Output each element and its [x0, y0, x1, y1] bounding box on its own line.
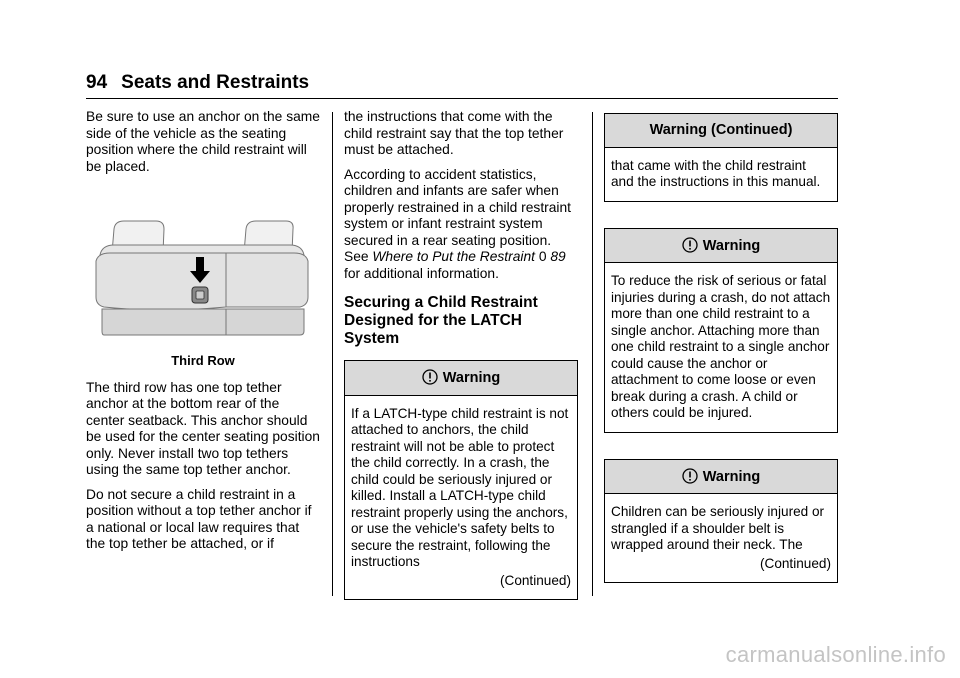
figure-caption: Third Row	[171, 353, 235, 368]
column-divider	[592, 112, 593, 596]
column-1	[86, 109, 320, 561]
site-watermark: carmanualsonline.info	[725, 642, 946, 667]
warning-text: Children can be seriously injured or strangled if a shoulder belt is wrapped around their neck. The	[611, 504, 825, 552]
warning-body	[605, 494, 837, 582]
warning-box	[344, 360, 578, 600]
third-row-seat-illustration	[90, 217, 314, 337]
warning-title: Warning (Continued)	[605, 114, 837, 148]
header-rule	[86, 98, 838, 99]
warning-icon	[422, 369, 438, 385]
warning-title-text: Warning	[702, 237, 761, 254]
warning-body	[345, 396, 577, 600]
warning-title	[345, 361, 577, 396]
warning-box-continued	[604, 113, 838, 202]
paragraph: The third row has one top tether anchor at the bottom rear of the center seatback. This anchor should be used for the center seating position only. Never install two top tethers using the same top tether anchor.	[86, 379, 320, 477]
continued-label: (Continued)	[499, 572, 571, 588]
warning-icon	[682, 237, 698, 253]
column-3	[604, 113, 838, 583]
paragraph: the instructions that come with the child restraint say that the top tether must be attached.	[344, 109, 564, 157]
warning-body: that came with the child restraint and the instructions in this manual.	[611, 157, 821, 189]
page-number: 94	[86, 72, 108, 93]
cross-reference-symbol: 0	[538, 249, 547, 264]
column-divider	[332, 112, 333, 596]
paragraph: Be sure to use an anchor on the same side of the vehicle as the seating position where the child restraint will be placed.	[86, 109, 320, 174]
warning-text: If a LATCH-type child restraint is not attached to anchors, the child restraint will not be able to protect the child correctly. In a crash, the child could be seriously injured or killed. Install a LATCH-type child restraint properly using the anchors, or use the vehicle's safety belts to secure the restraint, following the instructions	[351, 405, 569, 569]
warning-title-text: Warning	[702, 468, 761, 485]
paragraph	[344, 167, 578, 283]
cross-reference-link[interactable]: Where to Put the Restraint	[372, 249, 535, 264]
warning-title	[605, 460, 837, 495]
warning-icon	[682, 468, 698, 484]
column-2	[344, 109, 578, 600]
warning-box	[604, 228, 838, 433]
page-header	[86, 72, 309, 94]
warning-body: To reduce the risk of serious or fatal injuries during a crash, do not attach more than one child restraint to a single anchor. Attaching more than one child restraint to a single anchor could cause the anchor or attachment to come loose or even break during a crash. A child or others could be injured.	[611, 273, 831, 420]
cross-reference-page[interactable]: 89	[550, 249, 566, 264]
section-title: Seats and Restraints	[121, 72, 310, 93]
paragraph: Do not secure a child restraint in a position without a top tether anchor if a national or local law requires that the top tether be attached, or if	[86, 486, 312, 551]
continued-label: (Continued)	[759, 555, 831, 571]
text-run: According to accident statistics, children and infants are safer when properly restrained in a child restraint system or infant restraint system secured in a rear seating position. See	[344, 166, 571, 264]
warning-title-text: Warning	[442, 370, 501, 386]
subsection-heading: Securing a Child Restraint Designed for the LATCH System	[344, 294, 538, 347]
text-run: for additional information.	[344, 265, 499, 281]
warning-title	[605, 229, 837, 264]
warning-box	[604, 459, 838, 584]
